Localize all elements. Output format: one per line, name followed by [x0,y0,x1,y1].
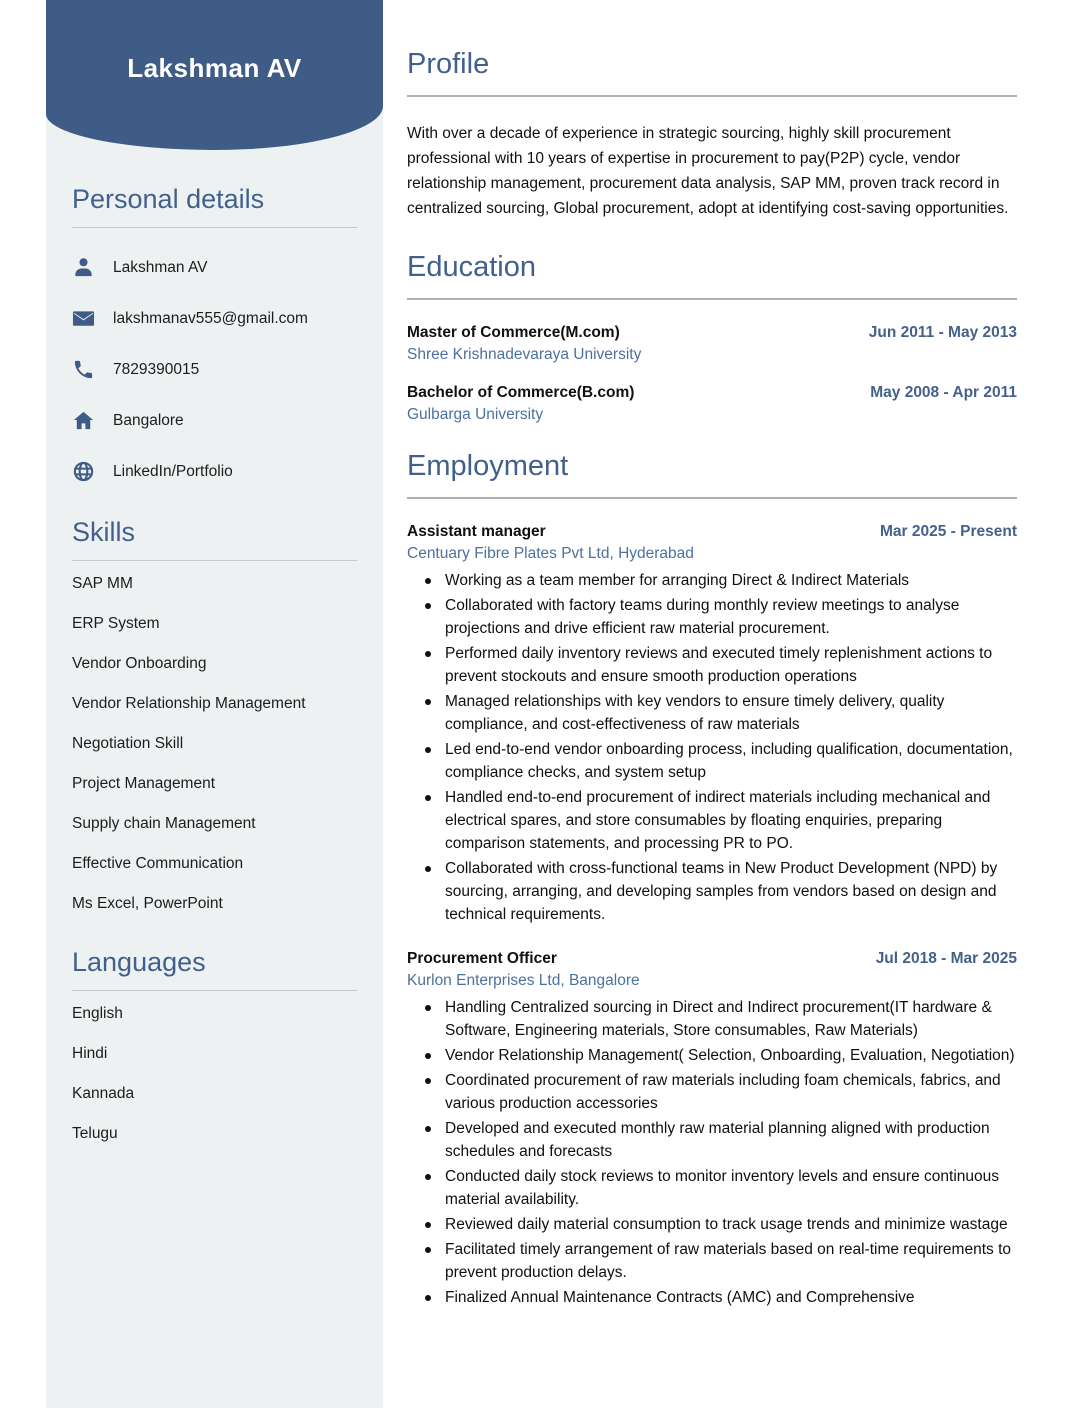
job-bullet: Reviewed daily material consumption to track usage trends and minimize wastage [421,1213,1017,1236]
detail-row-location [72,409,357,432]
degree-name: Bachelor of Commerce(B.com) [407,384,635,401]
job-bullet: Handled end-to-end procurement of indirect materials including mechanical and electrical spares, and store consumables by floating enquiries, preparing comparison statements, and processing PR to PO. [421,786,1017,855]
detail-value-phone: 7829390015 [113,360,200,378]
job-bullet: Led end-to-end vendor onboarding process, including qualification, documentation, compliance checks, and system setup [421,738,1017,784]
languages-list [72,1005,357,1143]
job-title: Assistant manager [407,523,546,540]
skill-item: Effective Communication [72,855,244,872]
education-divider [407,298,1017,300]
job-bullet: Coordinated procurement of raw materials including foam chemicals, fabrics, and various production accessories [421,1069,1017,1115]
sidebar-content [46,184,383,1143]
job-bullet: Developed and executed monthly raw material planning aligned with production schedules and forecasts [421,1117,1017,1163]
job-bullet: Facilitated timely arrangement of raw materials based on real-time requirements to prevent production delays. [421,1238,1017,1284]
language-item: Telugu [72,1125,118,1142]
school-name: Gulbarga University [407,406,544,423]
main-column [407,0,1017,1333]
employment-entry [407,523,1017,926]
employment-entry-header [407,950,1017,968]
job-bullet: Conducted daily stock reviews to monitor inventory levels and ensure continuous material availability. [421,1165,1017,1211]
skill-item: Vendor Onboarding [72,655,207,672]
languages-title: Languages [72,947,206,977]
job-bullet: Managed relationships with key vendors to ensure timely delivery, quality compliance, and cost-effectiveness of raw materials [421,690,1017,736]
job-bullet: Handling Centralized sourcing in Direct and Indirect procurement(IT hardware & Software, Engineering materials, Store consumables, Raw Materials) [421,996,1017,1042]
company-name: Kurlon Enterprises Ltd, Bangalore [407,972,640,989]
skills-list [72,575,357,913]
profile-divider [407,95,1017,97]
languages-divider [72,990,357,991]
company-name: Centuary Fibre Plates Pvt Ltd, Hyderabad [407,545,694,562]
job-bullet: Collaborated with factory teams during monthly review meetings to analyse projections and drive efficient raw material procurement. [421,594,1017,640]
job-dates: Jul 2018 - Mar 2025 [875,950,1017,967]
personal-details-title: Personal details [72,184,265,214]
profile-summary: With over a decade of experience in strategic sourcing, highly skill procurement professional with 10 years of expertise in procurement to pay(P2P) cycle, vendor relationship management, procurement data analysis, SAP MM, proven track record in centralized sourcing, Global procurement, adopt at identifying cost-saving opportunities. [407,125,1009,217]
detail-row-name [72,256,357,279]
job-bullet: Collaborated with cross-functional teams in New Product Development (NPD) by sourcing, arranging, and developing samples from vendors based on design and technical requirements. [421,857,1017,926]
education-entry [407,324,1017,364]
job-bullet: Vendor Relationship Management( Selection, Onboarding, Evaluation, Negotiation) [421,1044,1017,1067]
person-icon [72,256,95,279]
detail-row-email [72,307,357,330]
name-header-banner [46,0,383,150]
skill-item: Ms Excel, PowerPoint [72,895,223,912]
detail-row-phone [72,358,357,381]
employment-entry [407,950,1017,1309]
job-dates: Mar 2025 - Present [880,523,1017,540]
job-bullet: Finalized Annual Maintenance Contracts (AMC) and Comprehensive [421,1286,1017,1309]
skill-item: Project Management [72,775,216,792]
employment-divider [407,497,1017,499]
job-bullet: Performed daily inventory reviews and executed timely replenishment actions to prevent stockouts and ensure smooth production operations [421,642,1017,688]
job-bullet-list [407,569,1017,926]
detail-row-website [72,460,357,483]
job-title: Procurement Officer [407,950,557,967]
language-item: English [72,1005,123,1022]
job-bullet: Working as a team member for arranging Direct & Indirect Materials [421,569,1017,592]
home-icon [72,409,95,432]
skill-item: Supply chain Management [72,815,256,832]
phone-icon [72,358,95,381]
profile-title: Profile [407,48,490,80]
detail-value-name: Lakshman AV [113,258,208,276]
education-entry [407,384,1017,424]
school-name: Shree Krishnadevaraya University [407,346,642,363]
skill-item: Vendor Relationship Management [72,695,306,712]
skill-item: ERP System [72,615,160,632]
education-section [407,251,1017,424]
candidate-name: Lakshman AV [127,52,302,83]
job-bullet-list [407,996,1017,1309]
education-dates: Jun 2011 - May 2013 [868,324,1017,341]
skills-divider [72,560,357,561]
sidebar [46,0,383,1408]
employment-entry-header [407,523,1017,541]
education-title: Education [407,251,536,283]
envelope-icon [72,307,95,330]
language-item: Kannada [72,1085,135,1102]
skill-item: SAP MM [72,575,133,592]
education-entry-header [407,324,1017,342]
language-item: Hindi [72,1045,108,1062]
detail-value-website[interactable]: LinkedIn/Portfolio [113,462,233,480]
employment-title: Employment [407,450,569,482]
skill-item: Negotiation Skill [72,735,184,752]
personal-details-divider [72,227,357,228]
education-dates: May 2008 - Apr 2011 [870,384,1017,401]
degree-name: Master of Commerce(M.com) [407,324,620,341]
detail-value-location: Bangalore [113,411,184,429]
employment-section [407,450,1017,1309]
skills-title: Skills [72,517,136,547]
education-entry-header [407,384,1017,402]
detail-value-email[interactable]: lakshmanav555@gmail.com [113,309,308,327]
globe-icon [72,460,95,483]
profile-section [407,48,1017,221]
